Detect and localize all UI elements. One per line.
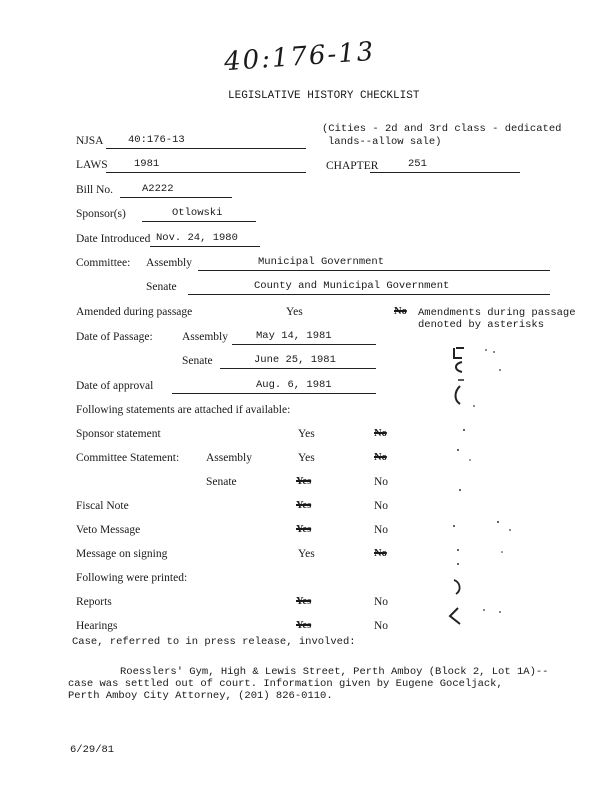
sponsor-label: Sponsor(s) <box>76 208 126 220</box>
scan-artifacts-graphic <box>440 340 520 640</box>
passage-assembly-value: May 14, 1981 <box>256 330 332 342</box>
chapter-underline <box>370 172 520 173</box>
committee-statement-assembly-label: Assembly <box>206 452 252 464</box>
amendments-note-line2: denoted by asterisks <box>418 319 545 331</box>
hearings-label: Hearings <box>76 620 118 632</box>
reports-yes-struck: Yes <box>296 596 312 607</box>
njsa-note-line2: lands--allow sale) <box>328 136 442 148</box>
laws-underline <box>106 172 306 173</box>
njsa-note-line1: (Cities - 2d and 3rd class - dedicated <box>322 123 562 135</box>
reports-label: Reports <box>76 596 112 608</box>
scan-dot <box>457 563 459 565</box>
amended-label: Amended during passage <box>76 306 193 318</box>
passage-senate-underline <box>220 368 376 369</box>
scan-dot <box>509 529 511 531</box>
njsa-underline <box>106 148 306 149</box>
scan-dot <box>499 611 501 613</box>
fiscal-note-yes-struck: Yes <box>296 500 312 511</box>
committee-senate-label: Senate <box>146 281 177 293</box>
date-introduced-label: Date Introduced <box>76 233 151 245</box>
committee-statement-label: Committee Statement: <box>76 452 180 464</box>
committee-label: Committee: <box>76 257 131 269</box>
scan-dot <box>459 489 461 491</box>
committee-senate-value: County and Municipal Government <box>254 280 450 292</box>
scan-mark-bracket <box>454 348 464 358</box>
page-title: LEGISLATIVE HISTORY CHECKLIST <box>228 90 420 102</box>
veto-message-no: No <box>374 524 389 536</box>
chapter-label: CHAPTER <box>326 160 379 172</box>
scan-dot <box>483 609 485 611</box>
case-text-line2: case was settled out of court. Information given by Eugene Goceljack, <box>68 678 503 690</box>
chapter-value: 251 <box>408 158 427 170</box>
committee-assembly-label: Assembly <box>146 257 192 269</box>
message-on-signing-no-struck: No <box>374 548 387 559</box>
scan-mark-paren <box>456 386 461 404</box>
reports-no: No <box>374 596 389 608</box>
scan-dot <box>457 549 459 551</box>
scan-dot <box>497 521 499 523</box>
veto-message-label: Veto Message <box>76 524 141 536</box>
case-heading: Case, referred to in press release, involved: <box>72 636 356 648</box>
committee-statement-senate-yes-struck: Yes <box>296 476 312 487</box>
scan-mark-curve <box>456 362 462 372</box>
message-on-signing-label: Message on signing <box>76 548 168 560</box>
committee-senate-underline <box>188 294 550 295</box>
scan-dot <box>469 459 471 461</box>
bill-label: Bill No. <box>76 184 114 196</box>
scan-mark-brace <box>454 580 460 594</box>
case-text-line3: Perth Amboy City Attorney, (201) 826-0110. <box>68 690 333 702</box>
scan-mark-angle <box>450 608 460 624</box>
njsa-label: NJSA <box>76 135 104 147</box>
veto-message-yes-struck: Yes <box>296 524 312 535</box>
date-of-approval-underline <box>172 393 376 394</box>
passage-assembly-label: Assembly <box>182 331 228 343</box>
committee-statement-senate-no: No <box>374 476 389 488</box>
sponsor-underline <box>142 221 256 222</box>
committee-statement-assembly-yes: Yes <box>298 452 315 464</box>
date-of-approval-value: Aug. 6, 1981 <box>256 379 332 391</box>
committee-assembly-underline <box>198 270 550 271</box>
hearings-no: No <box>374 620 389 632</box>
scan-dot <box>485 349 487 351</box>
bill-underline <box>120 197 232 198</box>
scan-dot <box>463 429 465 431</box>
passage-senate-value: June 25, 1981 <box>254 354 336 366</box>
case-text-line1: Roesslers' Gym, High & Lewis Street, Perth Amboy (Block 2, Lot 1A)-- <box>120 666 549 678</box>
sponsor-statement-yes: Yes <box>298 428 315 440</box>
scan-dot <box>457 449 459 451</box>
handwritten-statute-number: 40:176-13 <box>223 36 377 78</box>
scan-dot <box>453 525 455 527</box>
sponsor-statement-no-struck: No <box>374 428 387 439</box>
committee-statement-assembly-no-struck: No <box>374 452 387 463</box>
footer-date: 6/29/81 <box>70 744 115 756</box>
fiscal-note-label: Fiscal Note <box>76 500 129 512</box>
date-introduced-value: Nov. 24, 1980 <box>156 232 238 244</box>
amended-no-struck: No <box>394 306 407 317</box>
laws-value: 1981 <box>134 158 160 170</box>
scan-dot <box>473 405 475 407</box>
scan-dot <box>493 351 495 353</box>
date-of-passage-label: Date of Passage: <box>76 331 153 343</box>
njsa-value: 40:176-13 <box>128 134 185 146</box>
sponsor-statement-label: Sponsor statement <box>76 428 161 440</box>
committee-assembly-value: Municipal Government <box>258 256 385 268</box>
hearings-yes-struck: Yes <box>296 620 312 631</box>
date-introduced-underline <box>150 246 260 247</box>
sponsor-value: Otlowski <box>172 207 223 219</box>
printed-heading: Following were printed: <box>76 572 188 584</box>
committee-statement-senate-label: Senate <box>206 476 237 488</box>
passage-senate-label: Senate <box>182 355 213 367</box>
amended-yes: Yes <box>286 306 303 318</box>
passage-assembly-underline <box>232 344 376 345</box>
bill-value: A2222 <box>142 183 174 195</box>
scan-dot <box>501 551 503 553</box>
laws-label: LAWS <box>76 159 108 171</box>
scan-dot <box>499 369 501 371</box>
amendments-note-line1: Amendments during passage <box>418 307 576 319</box>
date-of-approval-label: Date of approval <box>76 380 154 392</box>
message-on-signing-yes: Yes <box>298 548 315 560</box>
fiscal-note-no: No <box>374 500 389 512</box>
attached-statements-heading: Following statements are attached if available: <box>76 404 291 416</box>
